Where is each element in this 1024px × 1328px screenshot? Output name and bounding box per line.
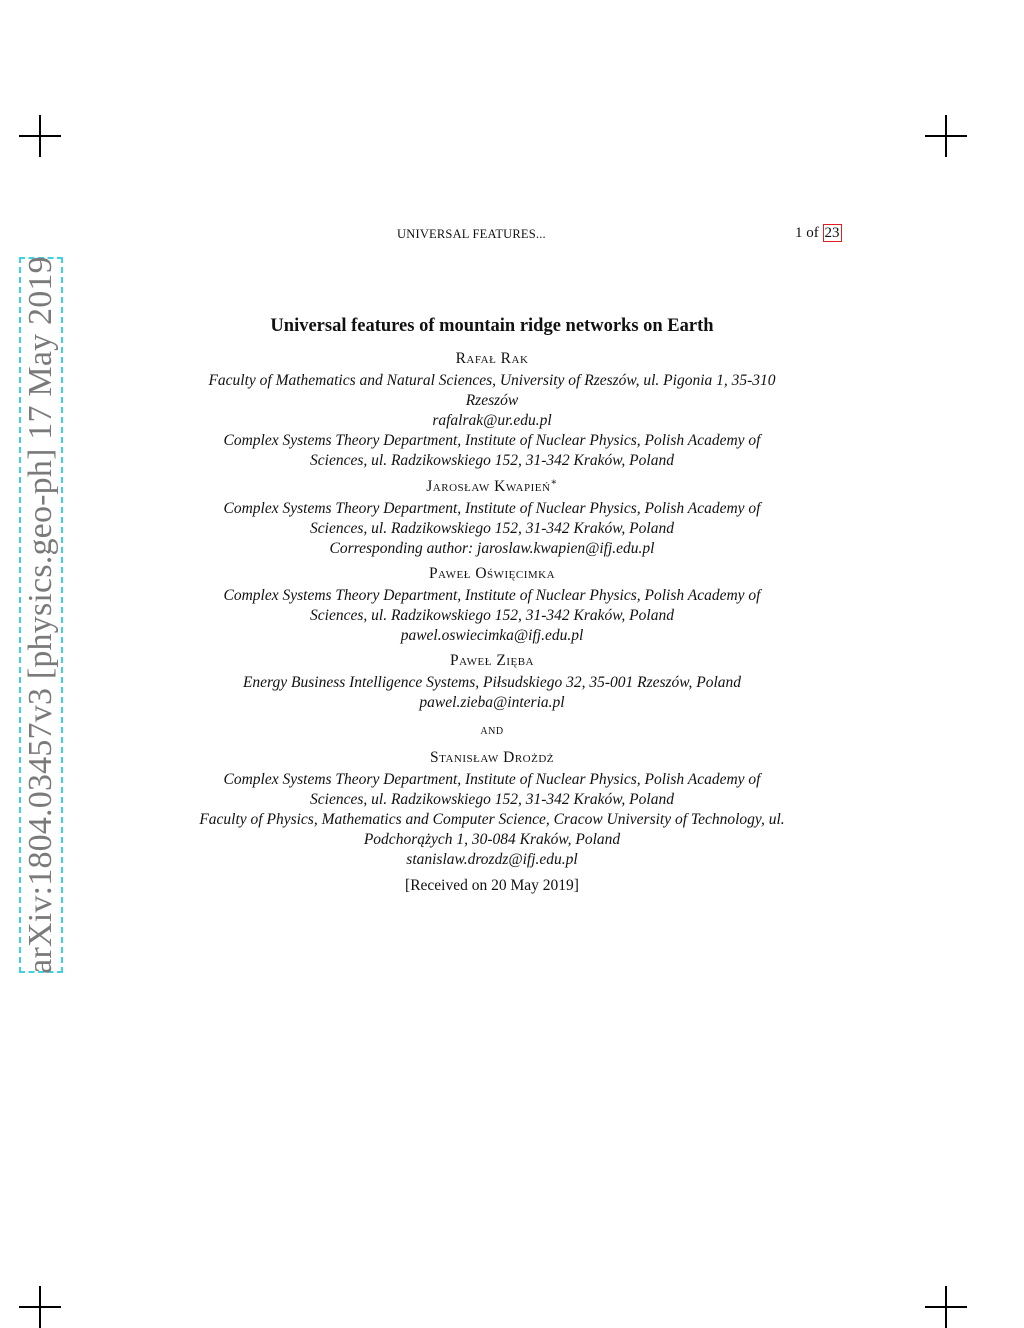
author-email[interactable]: stanislaw.drozdz@ifj.edu.pl xyxy=(406,851,578,869)
author-name: Stanisław Drożdż xyxy=(429,749,555,767)
author-name-text: Jarosław Kwapień xyxy=(426,478,551,496)
affiliation-line: Sciences, ul. Radzikowskiego 152, 31-342 Kraków, Poland xyxy=(310,520,674,538)
affiliation-line: Rzeszów xyxy=(465,392,519,409)
and-separator: and xyxy=(480,723,504,739)
affiliation-line: Faculty of Physics, Mathematics and Computer Science, Cracow University of Technology, ul. xyxy=(199,811,785,829)
affiliation-line: Complex Systems Theory Department, Institute of Nuclear Physics, Polish Academy of xyxy=(223,500,761,518)
affiliation-line: Sciences, ul. Radzikowskiego 152, 31-342 Kraków, Poland xyxy=(310,607,674,625)
author-name: Rafał Rak xyxy=(455,350,529,367)
author-affiliation xyxy=(130,673,854,713)
author-affiliation xyxy=(130,371,854,471)
crop-mark-bottom-left xyxy=(19,1286,61,1328)
author-name: Paweł Oświęcimka xyxy=(428,565,556,583)
arxiv-stamp[interactable] xyxy=(19,257,63,973)
author-affiliation xyxy=(130,499,854,559)
affiliation-line: Sciences, ul. Radzikowskiego 152, 31-342 Kraków, Poland xyxy=(310,791,674,809)
author-name xyxy=(130,477,854,496)
corresponding-mark: ∗ xyxy=(550,477,558,488)
author-affiliation xyxy=(130,770,854,870)
affiliation-line: Complex Systems Theory Department, Institute of Nuclear Physics, Polish Academy of xyxy=(223,587,761,605)
author-affiliation xyxy=(130,586,854,646)
arxiv-stamp-text: arXiv:1804.03457v3 [physics.geo-ph] 17 May 2019 xyxy=(22,256,60,974)
title-block xyxy=(130,316,854,895)
crop-mark-bottom-right xyxy=(925,1286,967,1328)
affiliation-line: Podchorążych 1, 30-084 Kraków, Poland xyxy=(363,831,621,849)
affiliation-line: Complex Systems Theory Department, Institute of Nuclear Physics, Polish Academy of xyxy=(223,432,761,449)
page-current: 1 of xyxy=(795,225,823,241)
crop-mark-top-right xyxy=(925,115,967,157)
author-name: Paweł Zięba xyxy=(449,652,534,670)
author-email[interactable]: pawel.oswiecimka@ifj.edu.pl xyxy=(400,627,584,645)
author-email[interactable]: rafalrak@ur.edu.pl xyxy=(432,412,552,429)
page-total-link[interactable]: 23 xyxy=(824,225,840,241)
paper-title: Universal features of mountain ridge networks on Earth xyxy=(270,316,714,336)
affiliation-line: Faculty of Mathematics and Natural Sciences, University of Rzeszów, ul. Pigonia 1, 35-310 xyxy=(208,372,776,389)
affiliation-line: Energy Business Intelligence Systems, Piłsudskiego 32, 35-001 Rzeszów, Poland xyxy=(242,674,742,692)
page-number xyxy=(795,225,842,242)
author-email[interactable]: Corresponding author: jaroslaw.kwapien@ifj.edu.pl xyxy=(329,540,655,558)
author-email[interactable]: pawel.zieba@interia.pl xyxy=(419,694,565,712)
running-head: UNIVERSAL FEATURES... xyxy=(397,227,546,241)
affiliation-line: Complex Systems Theory Department, Institute of Nuclear Physics, Polish Academy of xyxy=(223,771,761,789)
affiliation-line: Sciences, ul. Radzikowskiego 152, 31-342 Kraków, Poland xyxy=(310,452,674,469)
received-date: [Received on 20 May 2019] xyxy=(405,877,579,895)
crop-mark-top-left xyxy=(19,115,61,157)
